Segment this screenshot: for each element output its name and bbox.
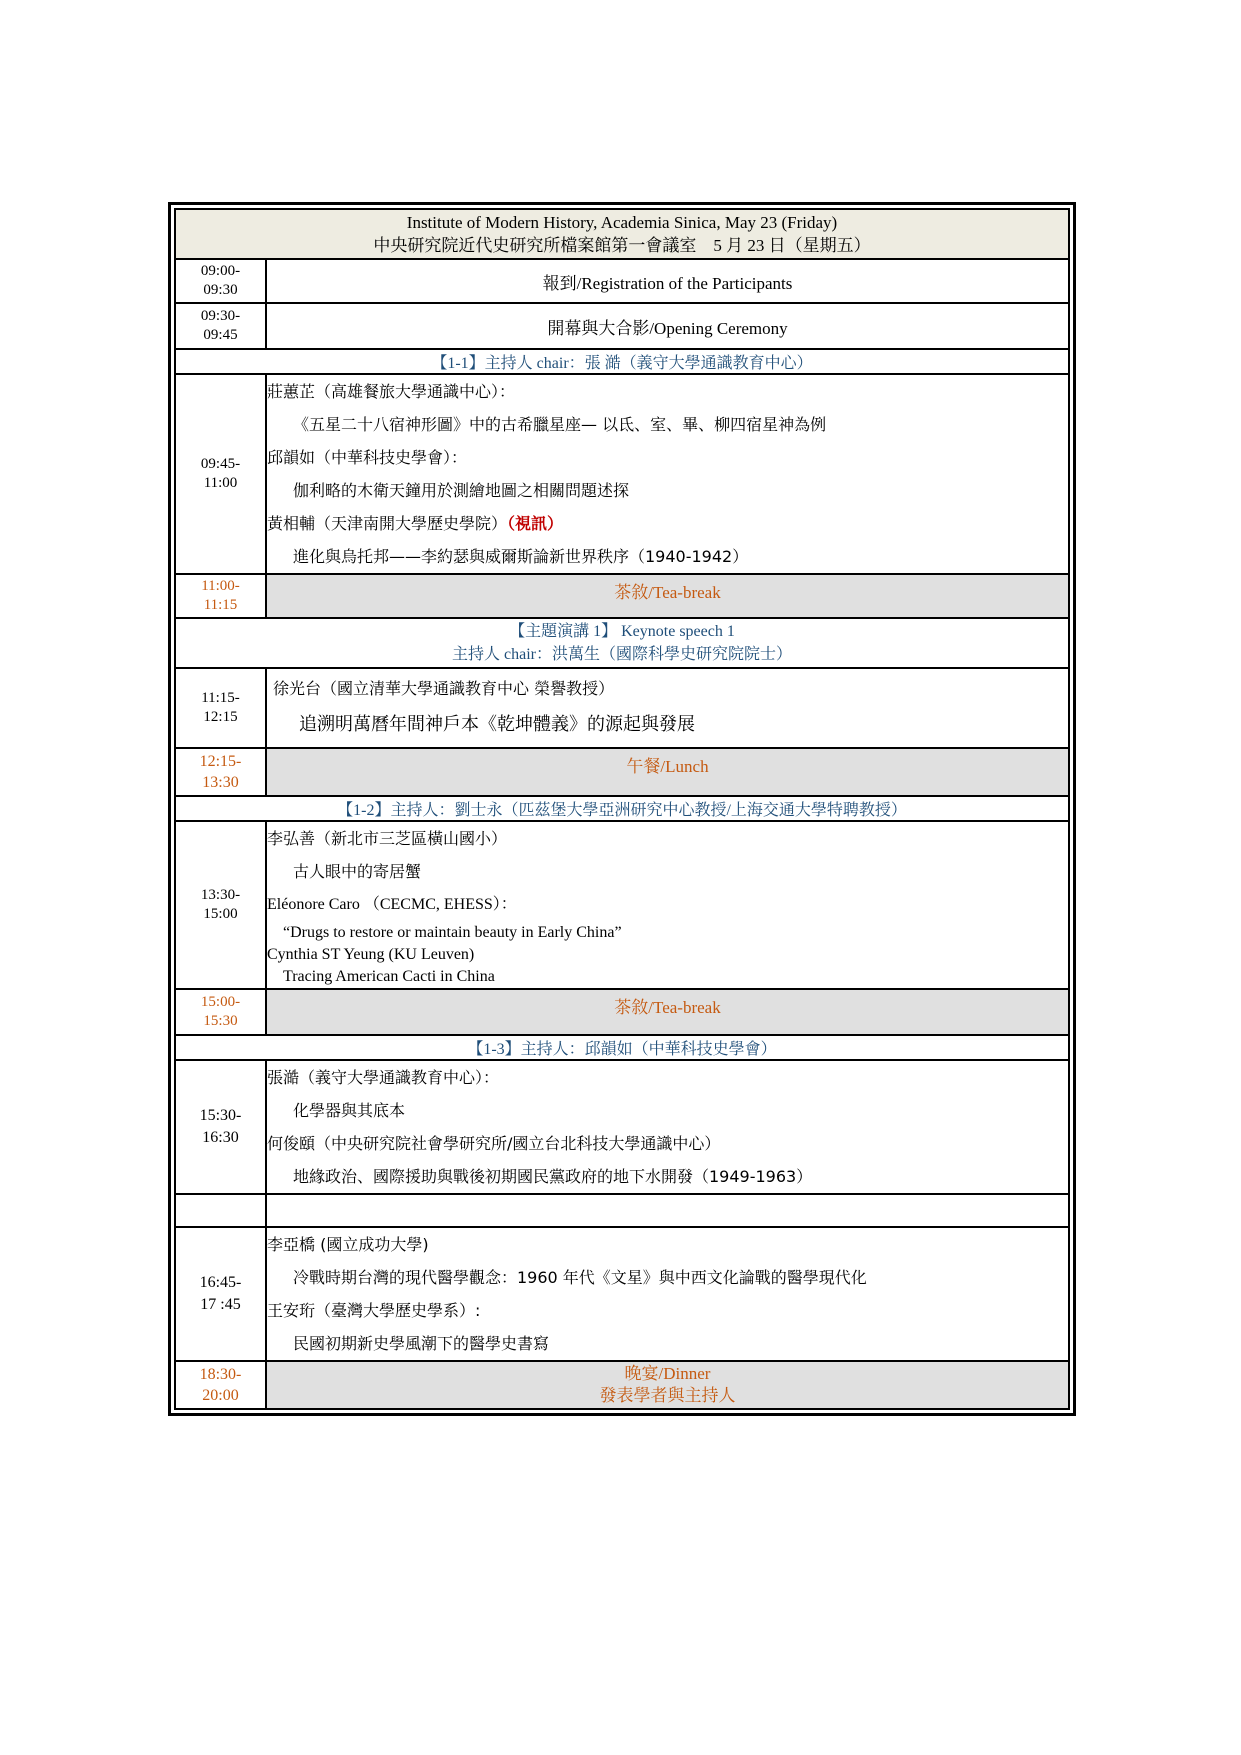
- session-content: [266, 1227, 1069, 1361]
- header-row: [175, 209, 1069, 259]
- lunch-text: 午餐/Lunch: [266, 748, 1069, 796]
- session-1-2-row: [175, 821, 1069, 989]
- empty-time-cell: [175, 1194, 266, 1227]
- time-start: 15:30-: [199, 1107, 242, 1124]
- time-cell: [175, 303, 266, 349]
- paper-title: 民國初期新史學風潮下的醫學史書寫: [293, 1334, 550, 1353]
- time-end: 09:45: [203, 327, 238, 343]
- time-end: 11:00: [203, 475, 238, 491]
- speaker: 張澔（義守大學通識教育中心）：: [267, 1068, 500, 1087]
- tea-break-row: [175, 989, 1069, 1035]
- paper-title: “Drugs to restore or maintain beauty in Early China”: [283, 924, 622, 941]
- time-start: 15:00-: [200, 994, 241, 1010]
- session-content: [266, 821, 1069, 989]
- speaker: 莊蕙芷（高雄餐旅大學通識中心）：: [267, 382, 516, 401]
- time-cell: [175, 574, 266, 618]
- schedule-frame: [168, 202, 1076, 1416]
- dinner-cell: [266, 1361, 1069, 1409]
- time-end: 20:00: [202, 1387, 239, 1404]
- speaker: 李弘善（新北市三芝區橫山國小）: [267, 829, 508, 848]
- speaker: 邱韻如（中華科技史學會）：: [267, 448, 468, 467]
- venue-header: [175, 209, 1069, 259]
- keynote-content: [266, 668, 1069, 748]
- tea-break-text: 茶敘/Tea-break: [266, 989, 1069, 1035]
- speaker: 黃相輔（天津南開大學歷史學院）: [267, 514, 508, 533]
- time-start: 18:30-: [199, 1366, 242, 1383]
- opening-text: 開幕與大合影/Opening Ceremony: [266, 303, 1069, 349]
- time-end: 13:30: [202, 774, 239, 791]
- video-note: （視訊）: [507, 514, 564, 533]
- paper-title: 冷戰時期台灣的現代醫學觀念：1960 年代《文星》與中西文化論戰的醫學現代化: [293, 1268, 867, 1287]
- speaker-with-note: [267, 507, 1068, 540]
- speaker: 何俊頤（中央研究院社會學研究所/國立台北科技大學通識中心）: [267, 1134, 721, 1153]
- paper-title: 《五星二十八宿神形圖》中的古希臘星座— 以氐、室、畢、柳四宿星神為例: [293, 415, 827, 434]
- time-end: 17 :45: [200, 1296, 241, 1313]
- time-start: 16:45-: [199, 1274, 242, 1291]
- session-1-1-title-row: [175, 349, 1069, 374]
- tea-break-row: [175, 574, 1069, 618]
- time-cell: [175, 259, 266, 303]
- session-title: 【1-1】主持人 chair：張 澔（義守大學通識教育中心）: [175, 349, 1069, 374]
- paper-title: Tracing American Cacti in China: [283, 968, 495, 985]
- venue-line-english: Institute of Modern History, Academia Sinica, May 23 (Friday): [406, 213, 838, 232]
- dinner-attendees: 發表學者與主持人: [599, 1386, 736, 1405]
- keynote-row: [175, 668, 1069, 748]
- venue-line-chinese: 中央研究院近代史研究所檔案館第一會議室 5 月 23 日（星期五）: [373, 236, 871, 255]
- time-start: 09:00-: [200, 263, 241, 279]
- time-start: 11:00-: [201, 578, 240, 594]
- time-end: 15:30: [203, 1013, 238, 1029]
- keynote-title-row: [175, 618, 1069, 668]
- keynote-title: [175, 618, 1069, 668]
- dinner-row: [175, 1361, 1069, 1409]
- session-title: 【1-3】主持人：邱韻如（中華科技史學會）: [175, 1035, 1069, 1060]
- speaker: 李亞橋 (國立成功大學): [267, 1235, 429, 1254]
- time-end: 16:30: [202, 1129, 239, 1146]
- registration-text: 報到/Registration of the Participants: [266, 259, 1069, 303]
- time-end: 12:15: [203, 709, 238, 725]
- time-end: 11:15: [203, 597, 238, 613]
- keynote-heading: 【主題演講 1】 Keynote speech 1: [509, 623, 735, 640]
- time-cell: [175, 1060, 266, 1194]
- schedule-table: [174, 208, 1070, 1410]
- time-start: 12:15-: [199, 753, 242, 770]
- speaker: Cynthia ST Yeung (KU Leuven): [267, 946, 475, 963]
- time-cell: [175, 1227, 266, 1361]
- registration-row: [175, 259, 1069, 303]
- session-1-2-title-row: [175, 796, 1069, 821]
- empty-row: [175, 1194, 1069, 1227]
- session-1-3-title-row: [175, 1035, 1069, 1060]
- session-title: 【1-2】主持人：劉士永（匹茲堡大學亞洲研究中心教授/上海交通大學特聘教授）: [175, 796, 1069, 821]
- time-cell: [175, 989, 266, 1035]
- paper-title: 化學器與其底本: [293, 1101, 406, 1120]
- paper-title: 古人眼中的寄居蟹: [293, 862, 422, 881]
- time-start: 11:15-: [201, 690, 240, 706]
- time-start: 09:30-: [200, 308, 241, 324]
- session-content: [266, 374, 1069, 574]
- time-cell: [175, 1361, 266, 1409]
- speaker: 王安珩（臺灣大學歷史學系）:: [267, 1301, 481, 1320]
- opening-row: [175, 303, 1069, 349]
- paper-title: 地緣政治、國際援助與戰後初期國民黨政府的地下水開發（1949-1963）: [293, 1167, 813, 1186]
- session-1-3-row: [175, 1060, 1069, 1194]
- keynote-chair: 主持人 chair：洪萬生（國際科學史研究院院士）: [452, 646, 792, 663]
- time-start: 13:30-: [200, 887, 241, 903]
- lunch-row: [175, 748, 1069, 796]
- paper-title: 伽利略的木衛天鐘用於測繪地圖之相關問題述探: [293, 481, 630, 500]
- time-cell: [175, 374, 266, 574]
- speaker: Eléonore Caro （CECMC, EHESS）：: [267, 896, 517, 913]
- time-cell: [175, 821, 266, 989]
- session-1-1-row: [175, 374, 1069, 574]
- empty-content-cell: [266, 1194, 1069, 1227]
- session-content: [266, 1060, 1069, 1194]
- speaker: 徐光台（國立清華大學通識教育中心 榮譽教授）: [273, 678, 615, 698]
- paper-title: 進化與烏托邦——李約瑟與威爾斯論新世界秩序（1940-1942）: [293, 547, 749, 566]
- session-1-4-row: [175, 1227, 1069, 1361]
- tea-break-text: 茶敘/Tea-break: [266, 574, 1069, 618]
- time-cell: [175, 748, 266, 796]
- paper-title: 追溯明萬曆年間神戶本《乾坤體義》的源起與發展: [299, 713, 695, 735]
- dinner-text: 晚宴/Dinner: [624, 1364, 711, 1383]
- time-end: 15:00: [203, 906, 238, 922]
- time-cell: [175, 668, 266, 748]
- time-end: 09:30: [203, 282, 238, 298]
- time-start: 09:45-: [200, 456, 241, 472]
